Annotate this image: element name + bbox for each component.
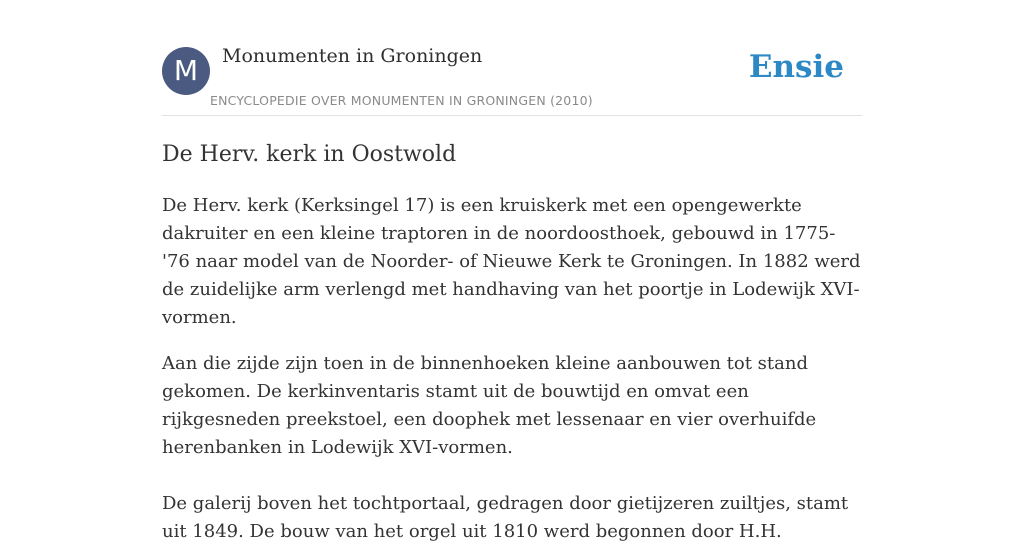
article-paragraph: De galerij boven het tochtportaal, gedragen door gietijzeren zuiltjes, stamt uit 1849. De bouw van het orgel uit 1810 werd begonnen door H.H. [162,493,849,542]
encyclopedia-subtitle: ENCYCLOPEDIE OVER MONUMENTEN IN GRONINGEN (2010) [210,93,593,108]
page-container [162,0,862,546]
avatar[interactable]: M [162,47,210,95]
header [162,0,862,116]
ensie-logo[interactable]: Ensie [748,49,844,85]
article-title: De Herv. kerk in Oostwold [162,142,457,167]
article-paragraph: De Herv. kerk (Kerksingel 17) is een kruiskerk met een opengewerkte dakruiter en een kleine traptoren in de noordoosthoek, gebouwd in 1775-'76 naar model van de Noorder- of Nieuwe Kerk te Groningen. In 1882 werd de zuidelijke arm verlengd met handhaving van het poortje in Lodewijk XVI-vormen. [162,195,861,328]
site-title[interactable]: Monumenten in Groningen [222,45,483,67]
article-paragraph: Aan die zijde zijn toen in de binnenhoeken kleine aanbouwen tot stand gekomen. De kerkinventaris stamt uit de bouwtijd en omvat een rijkgesneden preekstoel, een doophek met lessenaar en vier overhuifde herenbanken in Lodewijk XVI-vormen. [162,353,817,458]
